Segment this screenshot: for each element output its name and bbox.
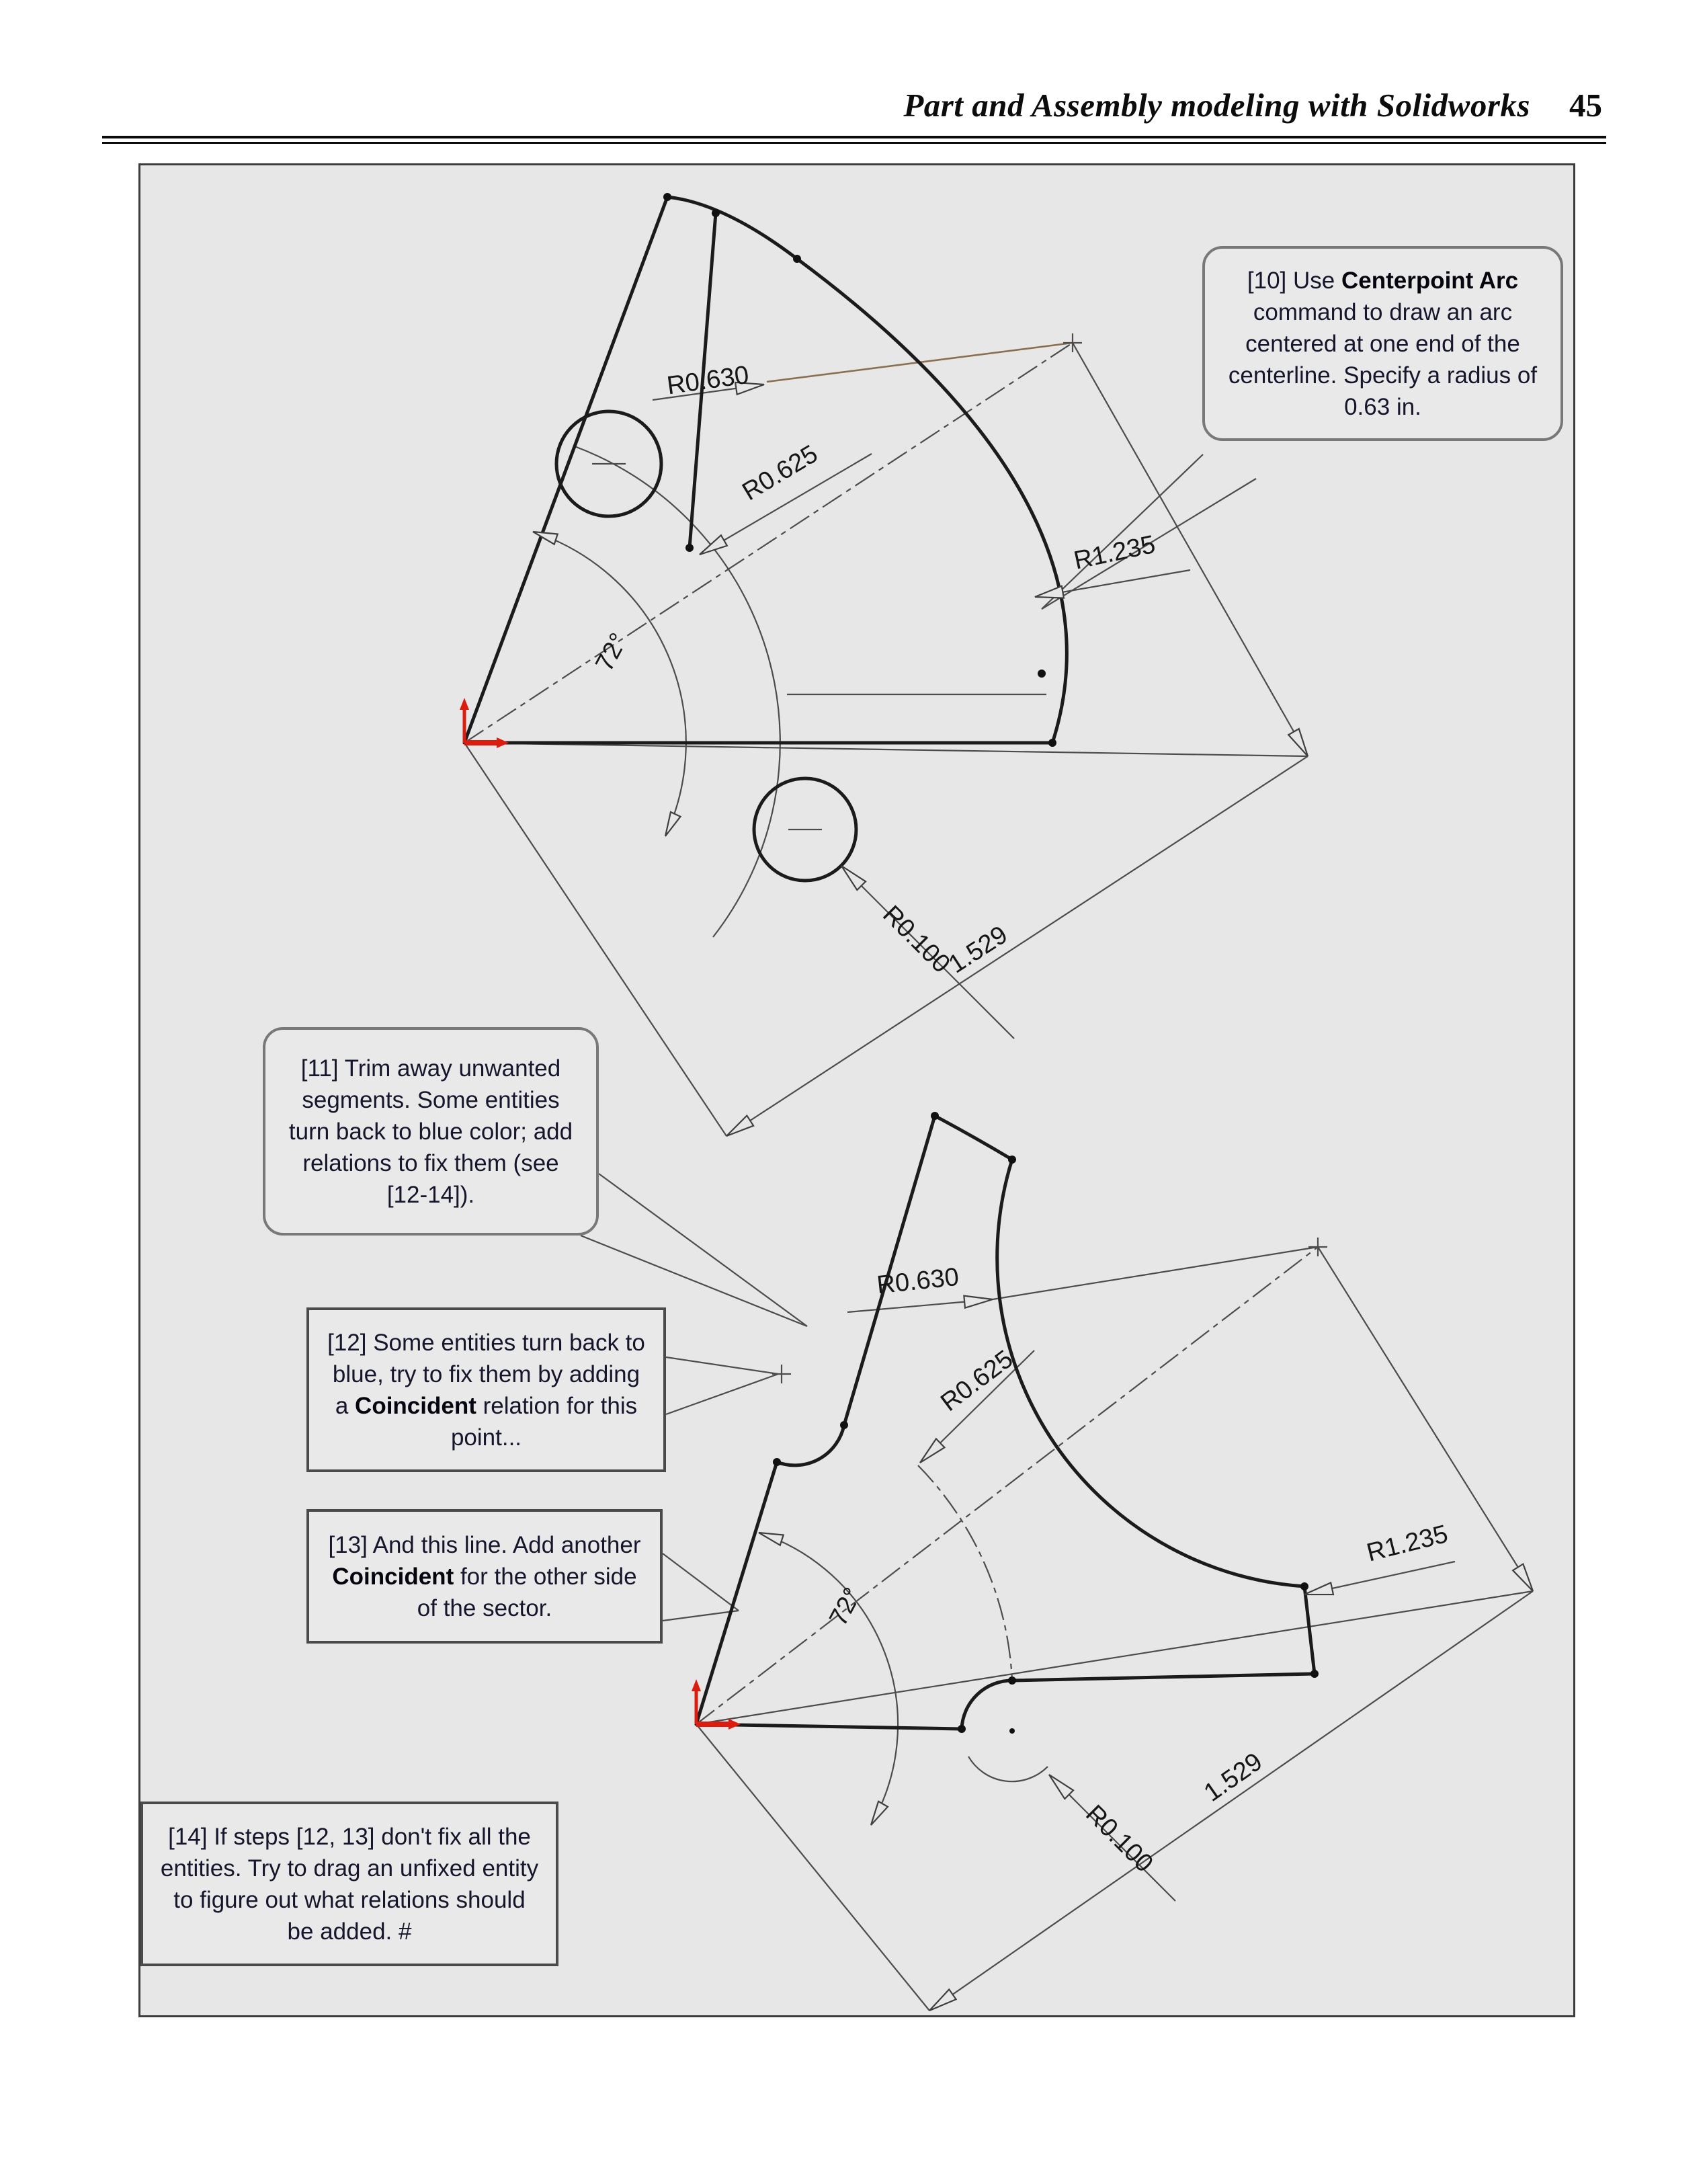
callout-12-text-bold: Coincident [355,1392,476,1419]
dim-r1235-top: R1.235 [1071,530,1158,575]
callout-13 [306,1509,663,1644]
callout-13-text-post: for the other side of the sector. [417,1563,637,1621]
figure-panel [138,163,1575,2017]
callout-13-text [324,1529,645,1624]
callout-12-text-pre: [12] Some entities turn back to blue, try to fix them by adding a [327,1329,645,1419]
sketch-top-arrowheads [532,378,1313,1141]
origin-marker-top [460,698,509,748]
dim-angle72-bottom: 72° [824,1583,868,1631]
dim-r0100-top: R0.100 [877,900,956,979]
page-header [0,86,1602,129]
dim-1529-bottom: 1.529 [1199,1747,1268,1808]
sketch-top [460,193,1313,1141]
page-number: 45 [1569,87,1602,124]
dim-r0630-bottom: R0.630 [875,1262,960,1300]
sketch-bottom-dimension-labels [824,1263,1450,1878]
callout-11-text: [11] Trim away unwanted segments. Some entities turn back to blue color; add relations to fix them (see [12-14]). [288,1055,573,1208]
callout-10-text-bold: Centerpoint Arc [1341,267,1519,294]
callout-13-text-pre: [13] And this line. Add another [328,1531,641,1558]
dim-r0630-top: R0.630 [665,360,751,401]
sketch-bottom-vertices [773,1112,1319,1733]
sketch-bottom-profile [696,1116,1315,1729]
dim-r0625-bottom: R0.625 [935,1344,1019,1418]
callout-13-text-bold: Coincident [332,1563,454,1590]
dim-r0625-top: R0.625 [737,440,823,507]
header-title: Part and Assembly modeling with Solidworks [903,87,1530,124]
sketch-top-dimension-lines [464,333,1308,1136]
callout-10-text [1220,265,1546,423]
sketch-top-vertices [663,193,1056,747]
dim-r1235-bottom: R1.235 [1364,1520,1451,1568]
callout-12 [306,1307,666,1472]
sketch-bottom [581,1112,1538,2015]
sketch-bottom-arrowheads [757,1293,1538,2015]
sketch-top-dimension-labels [590,361,1157,979]
header-double-rule [102,136,1606,144]
callout-12-text-post: relation for this point... [450,1392,638,1451]
callout-11 [263,1027,599,1236]
dim-angle72-top: 72° [590,629,634,676]
callout-14 [140,1802,558,1966]
callout-10 [1202,246,1563,441]
callout-14-text: [14] If steps [12, 13] don't fix all the entities. Try to drag an unfixed entity to figure out what relations should be added. # [160,1823,539,1945]
dim-r0100-bottom: R0.100 [1080,1799,1159,1878]
callout13-tail [663,1553,739,1621]
callout-10-text-post: command to draw an arc centered at one end of the centerline. Specify a radius of 0.63 in. [1228,298,1538,420]
callout-10-text-pre: [10] Use [1247,267,1341,294]
origin-marker-bottom [692,1679,741,1730]
callout12-tail [666,1357,791,1414]
dim-1529-top: 1.529 [944,920,1013,979]
callout11-tail [581,1174,807,1326]
callout-12-text [324,1327,649,1453]
sketch-bottom-dimension-lines [696,1238,1533,2011]
